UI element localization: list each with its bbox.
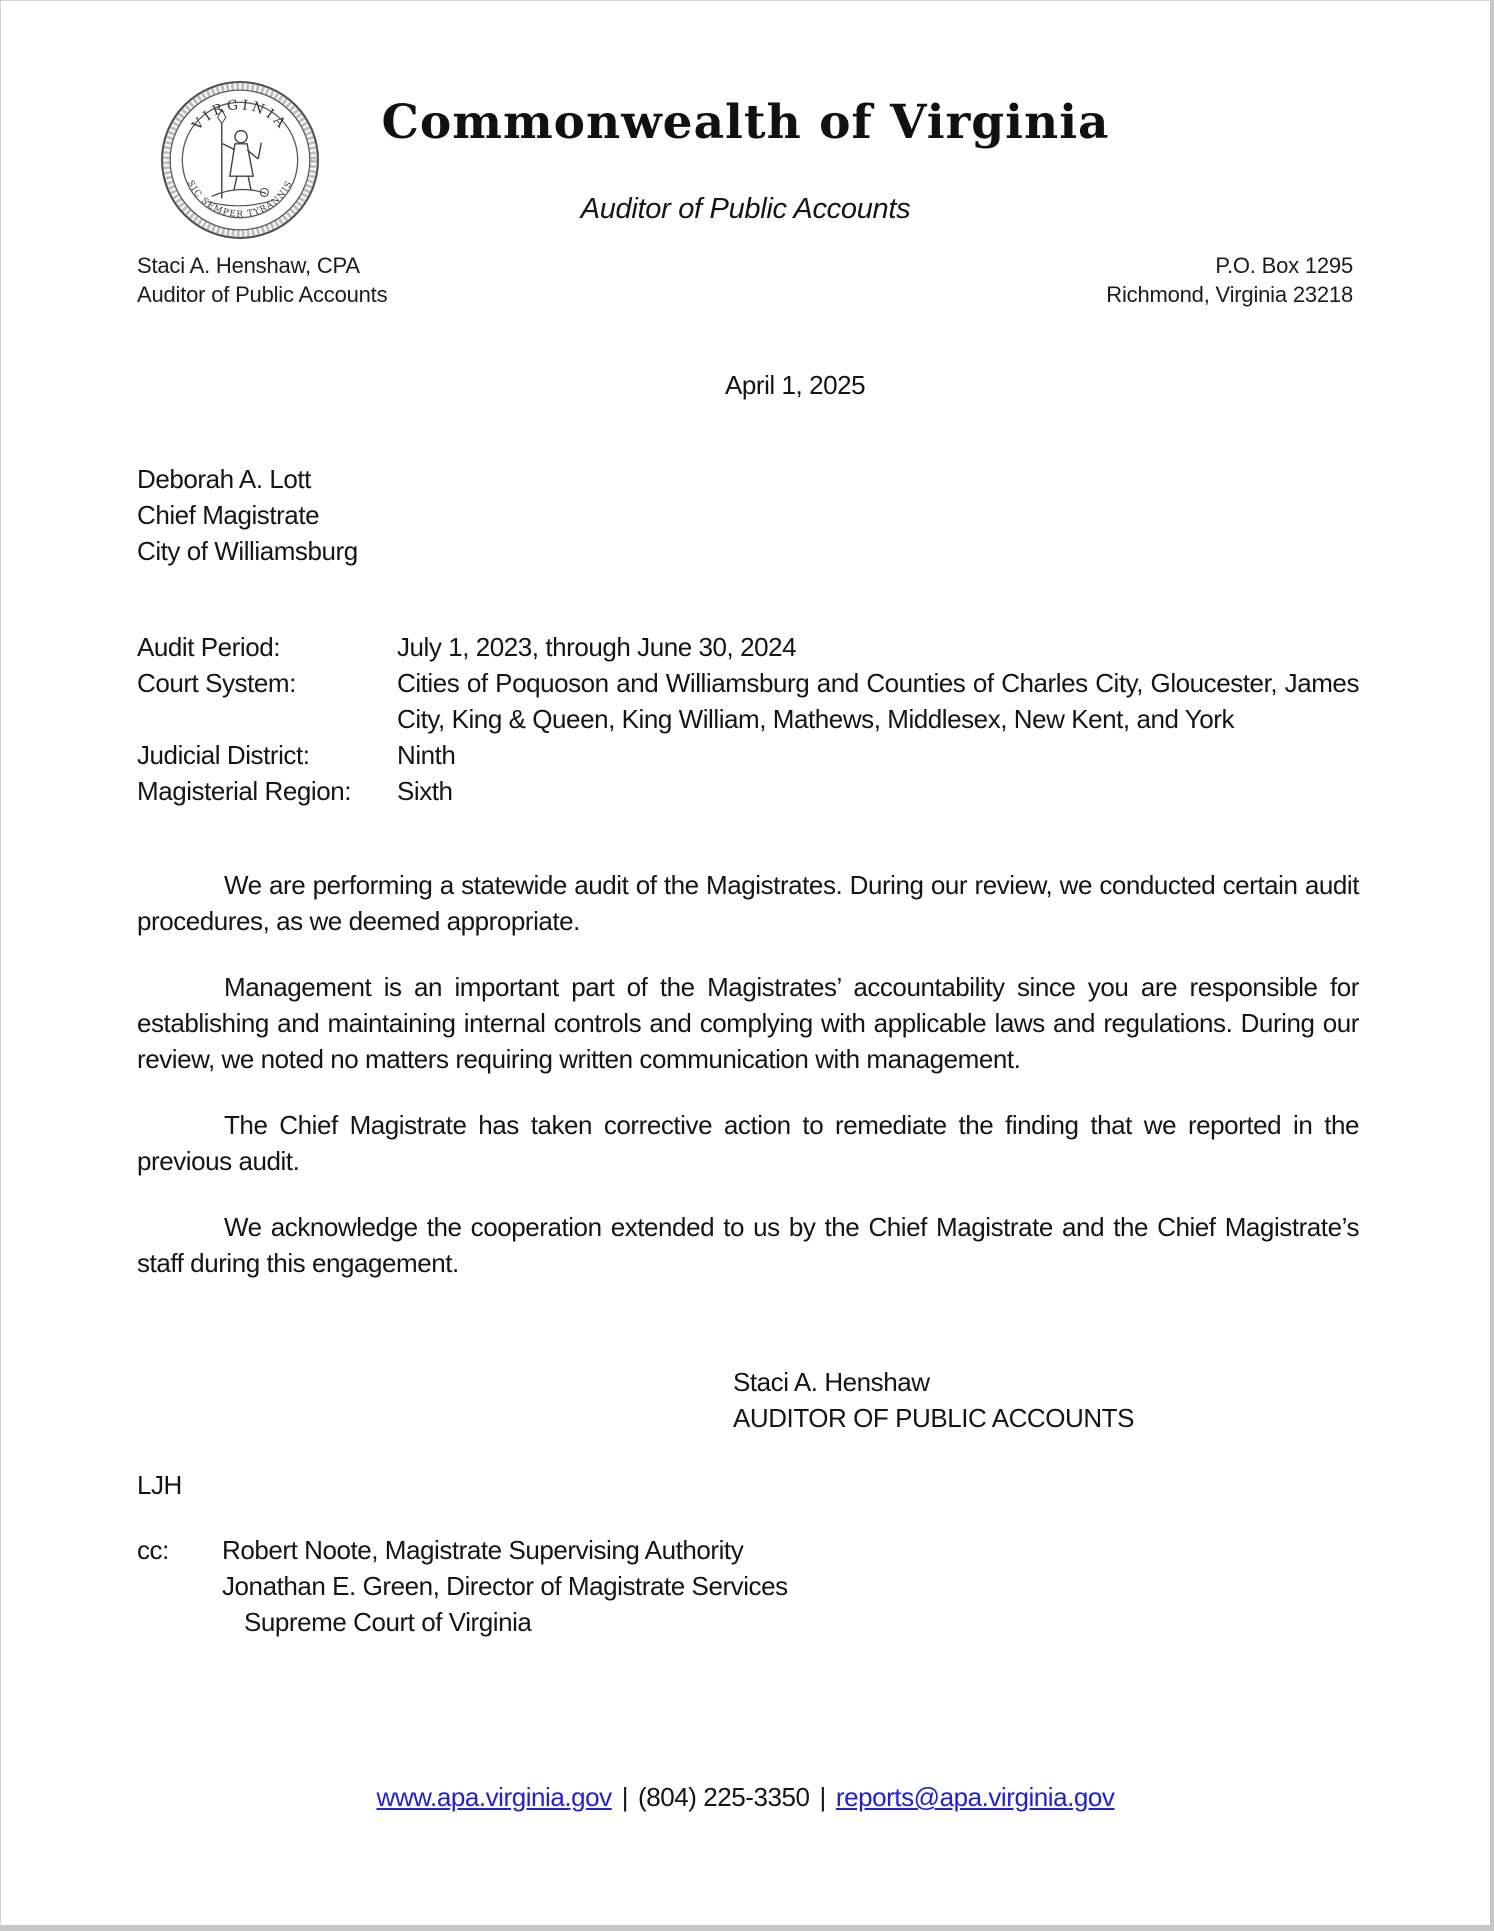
magisterial-region-value: Sixth: [397, 776, 453, 806]
auditor-name: Staci A. Henshaw, CPA: [137, 253, 360, 278]
po-box: P.O. Box 1295: [1215, 253, 1353, 278]
audit-period-label: Audit Period:: [137, 632, 281, 662]
cc-name: Robert Noote, Magistrate Supervising Authority: [222, 1535, 744, 1565]
seal-motto-text: SIC SEMPER TYRANNIS: [184, 179, 296, 220]
body-paragraph: Management is an important part of the Magistrates’ accountability since you are responsible for establishing and maintaining internal controls and complying with applicable laws and regulations. During our review, we noted no matters requiring written communication with management.: [137, 972, 1359, 1074]
signer-title: AUDITOR OF PUBLIC ACCOUNTS: [733, 1403, 1134, 1433]
auditor-title: Auditor of Public Accounts: [137, 282, 388, 307]
letterhead-subtitle: Auditor of Public Accounts: [580, 193, 911, 225]
audit-period-value: July 1, 2023, through June 30, 2024: [397, 632, 797, 662]
letterhead-title: Commonwealth of Virginia: [381, 95, 1110, 150]
signer-name: Staci A. Henshaw: [733, 1367, 930, 1397]
court-system-label: Court System:: [137, 668, 296, 698]
cc-label: cc:: [137, 1535, 169, 1565]
magisterial-region-label: Magisterial Region:: [137, 776, 351, 806]
body-paragraph: We acknowledge the cooperation extended to us by the Chief Magistrate and the Chief Magistrate’s staff during this engagement.: [137, 1212, 1359, 1278]
body-paragraph: The Chief Magistrate has taken corrective action to remediate the finding that we reported in the previous audit.: [137, 1110, 1359, 1176]
recipient-name: Deborah A. Lott: [137, 464, 311, 494]
body-paragraph: We are performing a statewide audit of the Magistrates. During our review, we conducted certain audit procedures, as we deemed appropriate.: [137, 870, 1359, 936]
recipient-block: [137, 461, 358, 569]
page-footer: [1, 1779, 1490, 1815]
seal-label-text: VIRGINIA: [189, 96, 291, 134]
typist-initials: LJH: [137, 1470, 182, 1500]
footer-phone: (804) 225-3350: [638, 1782, 810, 1812]
signature-block: [733, 1364, 1134, 1436]
cc-name: Jonathan E. Green, Director of Magistrate Services: [222, 1571, 788, 1601]
letterhead-right-block: [1106, 251, 1353, 309]
email-link[interactable]: reports@apa.virginia.gov: [835, 1782, 1115, 1812]
cc-block: [137, 1532, 788, 1640]
city-state-zip: Richmond, Virginia 23218: [1106, 282, 1353, 307]
court-system-value: Cities of Poquoson and Williamsburg and Counties of Charles City, Gloucester, James City, King & Queen, King William, Mathews, Middlesex, New Kent, and York: [397, 668, 1359, 734]
audit-info-table: [137, 629, 1359, 809]
footer-separator: |: [621, 1782, 629, 1812]
cc-name: Supreme Court of Virginia: [244, 1607, 532, 1637]
cc-names: [222, 1532, 788, 1640]
judicial-district-value: Ninth: [397, 740, 456, 770]
letter-body: [137, 867, 1359, 1311]
letterhead-left-block: [137, 251, 387, 309]
recipient-locality: City of Williamsburg: [137, 536, 358, 566]
website-link[interactable]: www.apa.virginia.gov: [376, 1782, 612, 1812]
recipient-title: Chief Magistrate: [137, 500, 320, 530]
footer-separator: |: [819, 1782, 826, 1812]
judicial-district-label: Judicial District:: [137, 740, 310, 770]
letter-date: April 1, 2025: [725, 370, 866, 400]
